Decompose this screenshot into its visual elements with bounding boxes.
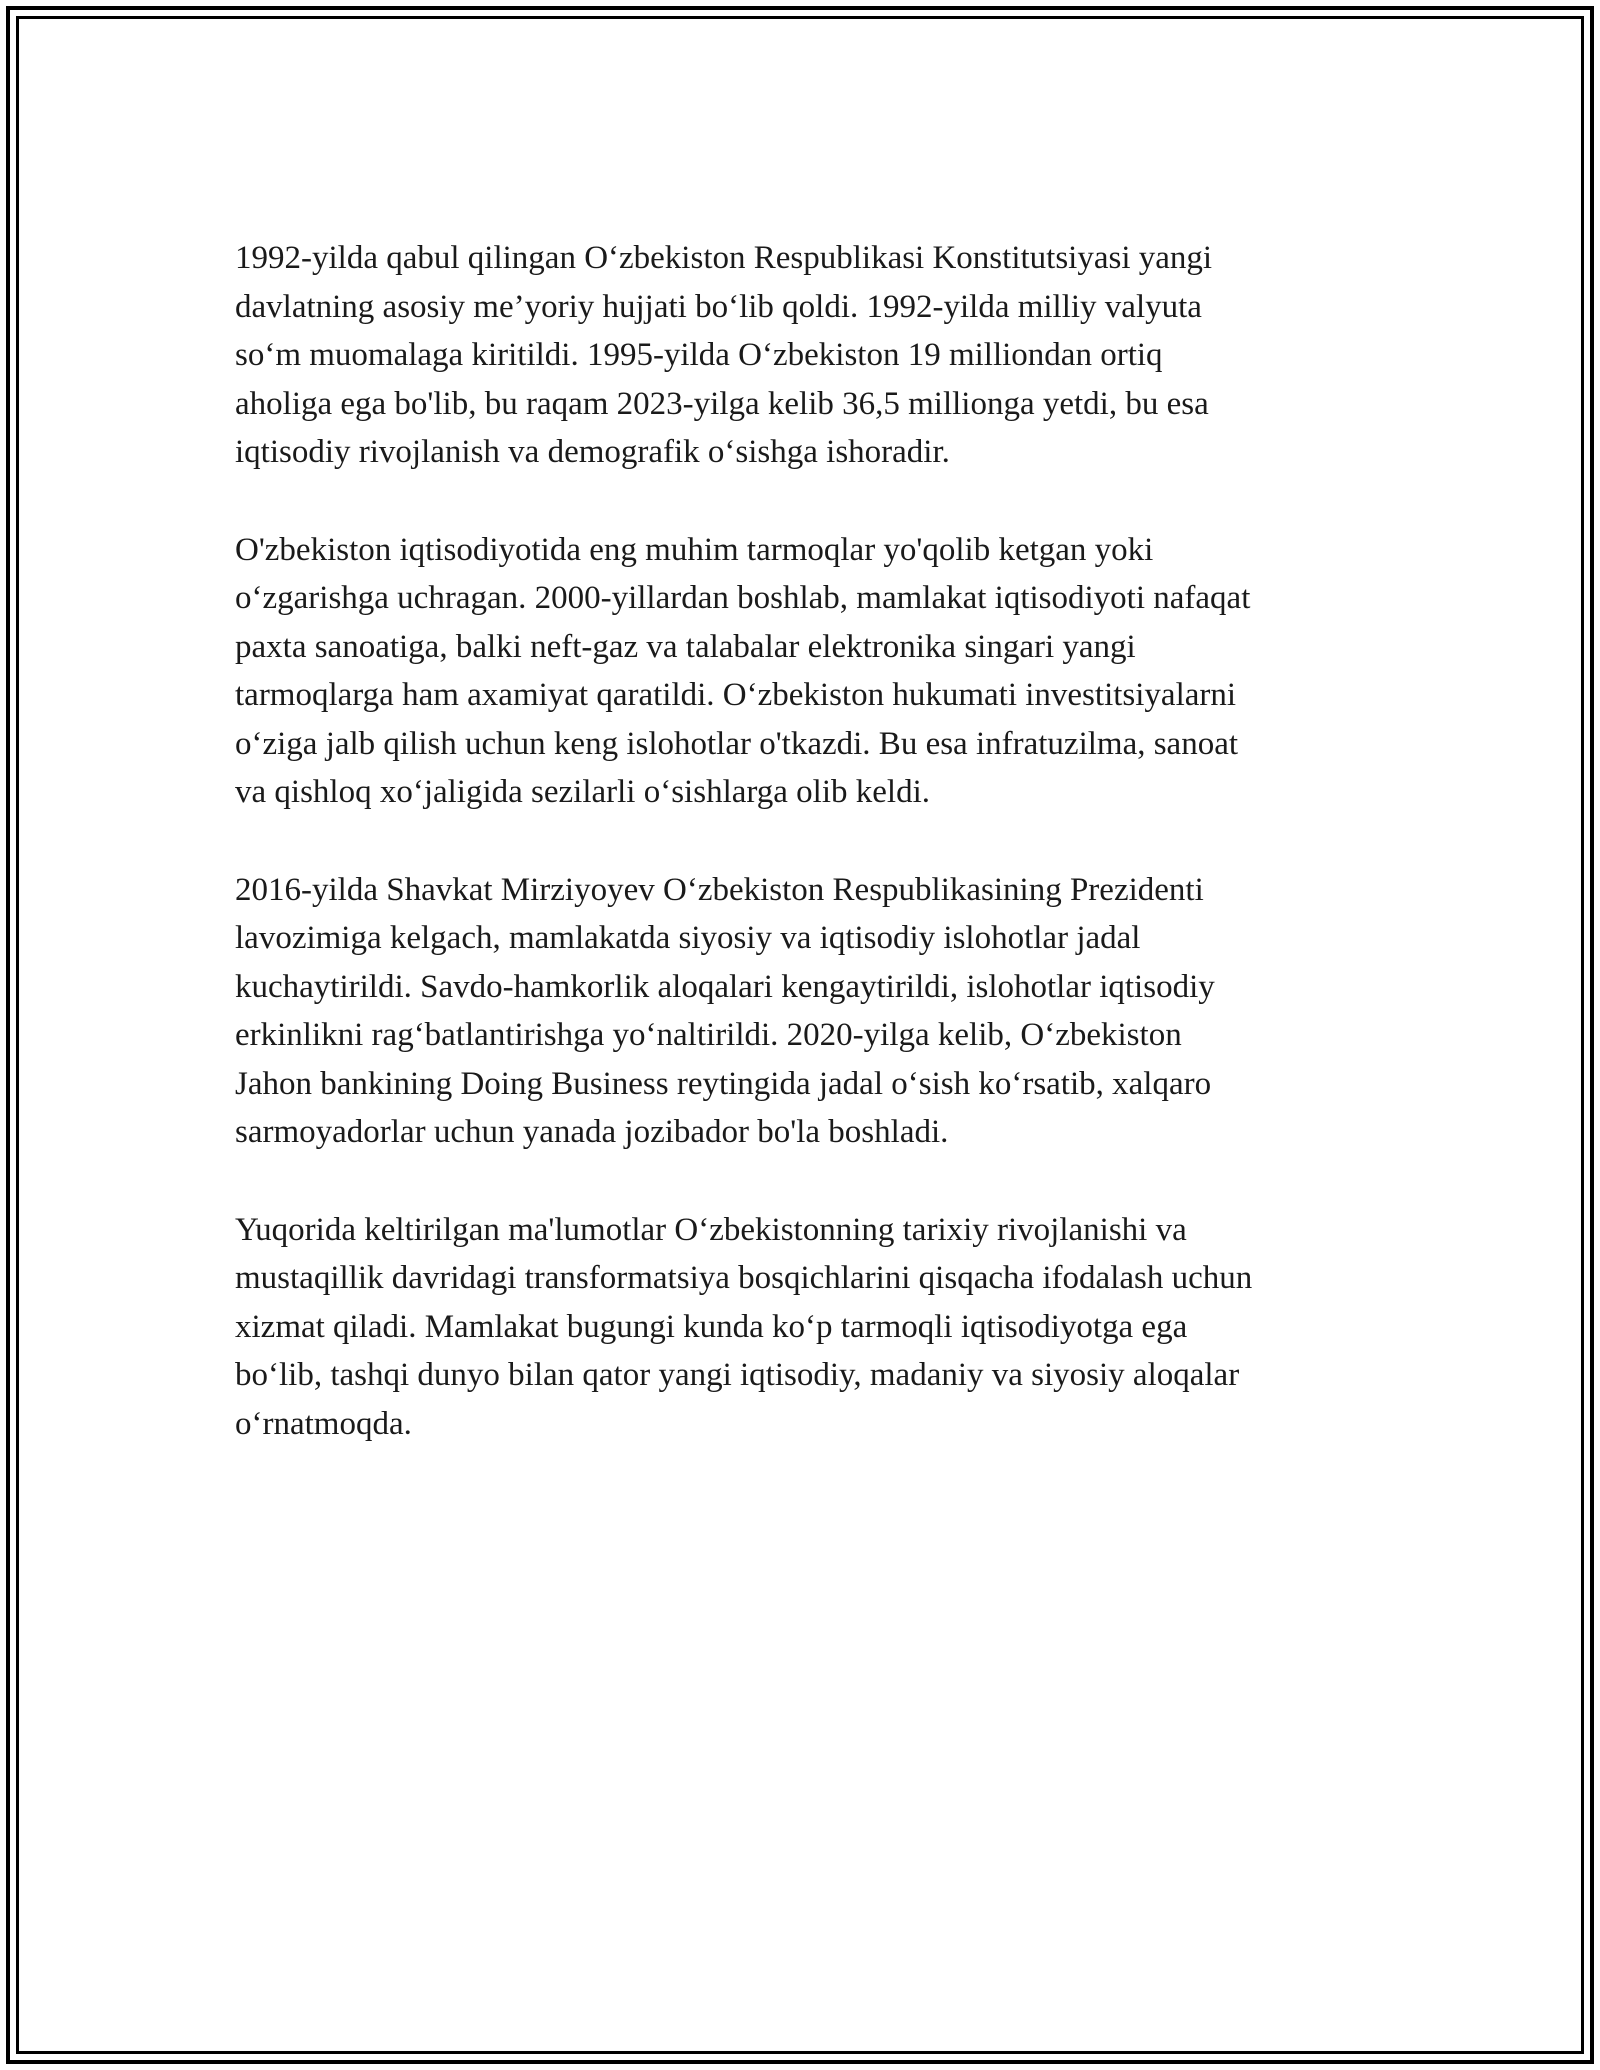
text-line: o‘rnatmoqda. (235, 1405, 412, 1442)
text-line: mustaqillik davridagi transformatsiya bosqichlarini qisqacha ifodalash uchun (235, 1260, 1253, 1296)
text-line: kuchaytirildi. Savdo-hamkorlik aloqalari kengaytirildi, islohotlar iqtisodiy (235, 968, 1215, 1005)
text-line: iqtisodiy rivojlanish va demografik o‘sishga ishoradir. (235, 434, 950, 470)
text-line: sarmoyadorlar uchun yanada jozibador bo'la boshladi. (235, 1114, 949, 1150)
text-line: o‘ziga jalb qilish uchun keng islohotlar o'tkazdi. Bu esa infratuzilma, sanoat (235, 725, 1239, 762)
text-line: va qishloq xo‘jaligida sezilarli o‘sishlarga olib keldi. (235, 774, 930, 810)
text-line: O'zbekiston iqtisodiyotida eng muhim tarmoqlar yo'qolib ketgan yoki (235, 531, 1154, 568)
text-line: xizmat qiladi. Mamlakat bugungi kunda ko‘p tarmoqli iqtisodiyotga ega (235, 1308, 1188, 1345)
text-line: Yuqorida keltirilgan ma'lumotlar O‘zbekistonning tarixiy rivojlanishi va (235, 1211, 1187, 1248)
text-line: Jahon bankining Doing Business reytingida jadal o‘sish ko‘rsatib, xalqaro (235, 1065, 1212, 1102)
document-body (235, 234, 1375, 1497)
text-line: tarmoqlarga ham axamiyat qaratildi. O‘zbekiston hukumati investitsiyalarni (235, 677, 1237, 713)
text-line: erkinlikni rag‘batlantirishga yo‘naltirildi. 2020-yilga kelib, O‘zbekiston (235, 1017, 1182, 1053)
text-line: davlatning asosiy me’yoriy hujjati bo‘lib qoldi. 1992-yilda milliy valyuta (235, 288, 1202, 325)
text-line: bo‘lib, tashqi dunyo bilan qator yangi iqtisodiy, madaniy va siyosiy aloqalar (235, 1357, 1240, 1393)
text-line: 1992-yilda qabul qilingan O‘zbekiston Respublikasi Konstitutsiyasi yangi (235, 240, 1213, 276)
paragraph-2 (235, 526, 1375, 817)
paragraph-3 (235, 866, 1375, 1157)
text-line: o‘zgarishga uchragan. 2000-yillardan boshlab, mamlakat iqtisodiyoti nafaqat (235, 580, 1251, 616)
text-line: so‘m muomalaga kiritildi. 1995-yilda O‘zbekiston 19 milliondan ortiq (235, 337, 1163, 373)
paragraph-1 (235, 234, 1375, 477)
text-line: paxta sanoatiga, balki neft-gaz va talabalar elektronika singari yangi (235, 628, 1136, 665)
text-line: lavozimiga kelgach, mamlakatda siyosiy va iqtisodiy islohotlar jadal (235, 920, 1141, 956)
paragraph-4 (235, 1206, 1375, 1449)
text-line: 2016-yilda Shavkat Mirziyoyev O‘zbekiston Respublikasining Prezidenti (235, 871, 1204, 908)
text-line: aholiga ega bo'lib, bu raqam 2023-yilga kelib 36,5 millionga yetdi, bu esa (235, 385, 1209, 422)
